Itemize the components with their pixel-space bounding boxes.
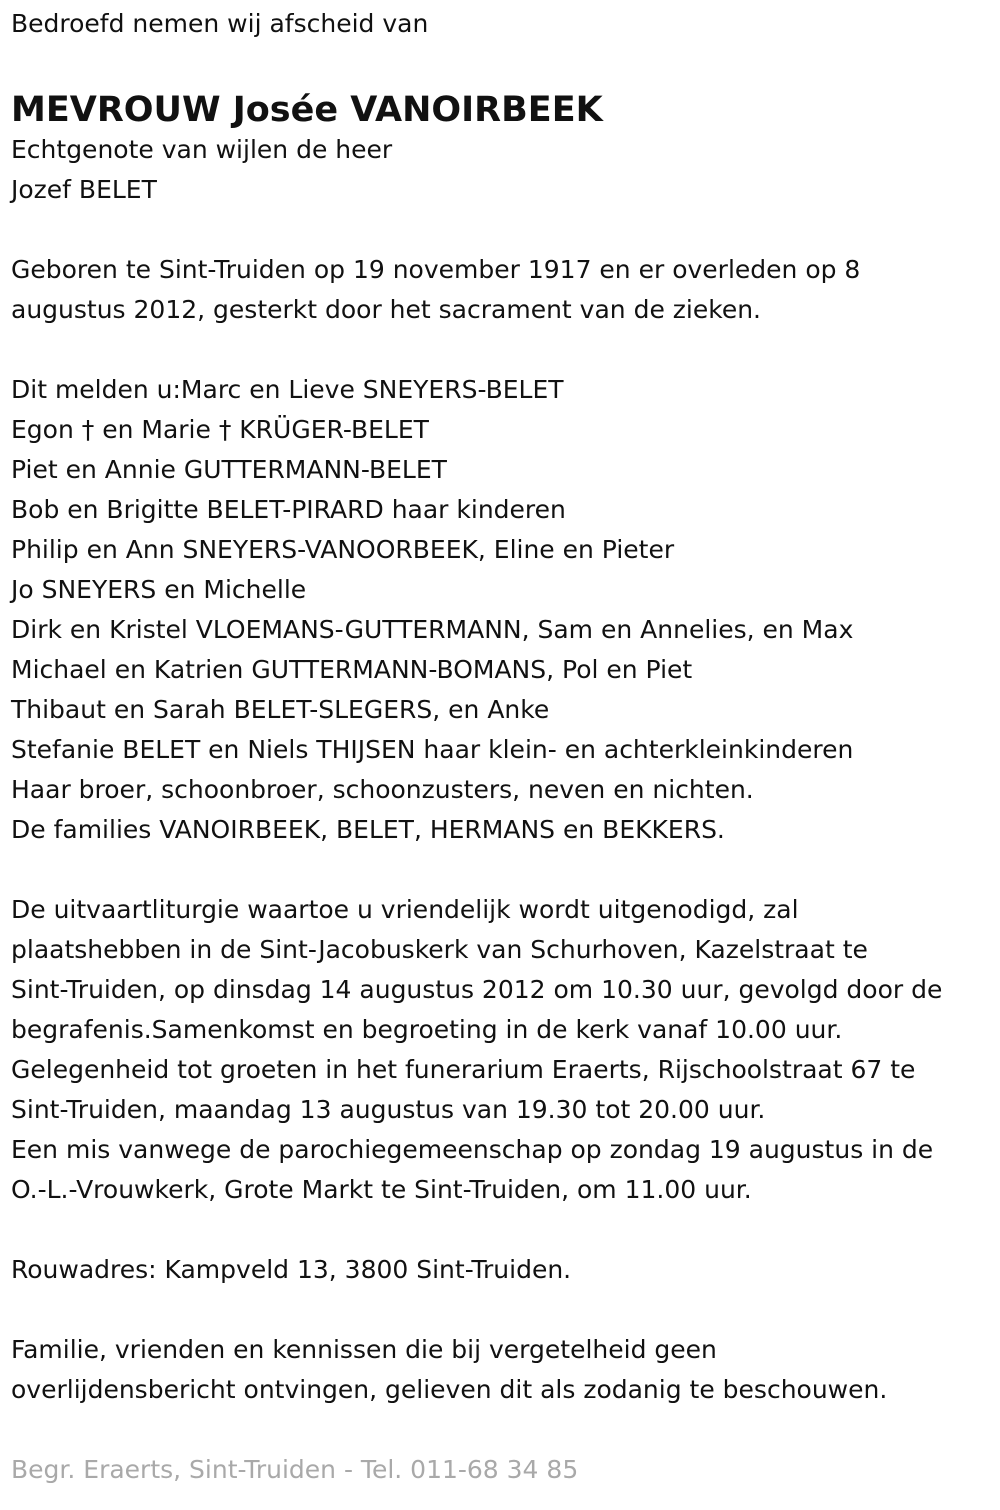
funeral-line: O.-L.-Vrouwkerk, Grote Markt te Sint-Truiden, om 11.00 uur. (11, 1175, 752, 1204)
spacer (11, 1210, 1000, 1250)
birth-death-line: augustus 2012, gesterkt door het sacrament van de zieken. (11, 295, 761, 324)
spouse-line: Echtgenote van wijlen de heer (11, 135, 393, 164)
spacer (11, 850, 1000, 890)
funeral-home-footer: Begr. Eraerts, Sint-Truiden - Tel. 011-68 34 85 (11, 1455, 579, 1484)
mourner-line: Philip en Ann SNEYERS-VANOORBEEK, Eline en Pieter (11, 535, 675, 564)
mourner-line: Thibaut en Sarah BELET-SLEGERS, en Anke (11, 695, 550, 724)
spacer (11, 1410, 1000, 1450)
funeral-line: Sint-Truiden, maandag 13 augustus van 19.30 tot 20.00 uur. (11, 1095, 766, 1124)
mourner-line: Stefanie BELET en Niels THIJSEN haar klein- en achterkleinkinderen (11, 735, 854, 764)
mourner-line: Haar broer, schoonbroer, schoonzusters, neven en nichten. (11, 775, 754, 804)
intro-text: Bedroefd nemen wij afscheid van (11, 9, 429, 38)
notice-line: Familie, vrienden en kennissen die bij vergetelheid geen (11, 1335, 717, 1364)
spouse-line: Jozef BELET (11, 175, 157, 204)
spacer (11, 1290, 1000, 1330)
spacer (11, 210, 1000, 250)
funeral-line: Een mis vanwege de parochiegemeenschap op zondag 19 augustus in de (11, 1135, 934, 1164)
deceased-name: MEVROUW Josée VANOIRBEEK (11, 90, 603, 130)
mourner-line: Jo SNEYERS en Michelle (11, 575, 307, 604)
funeral-line: plaatshebben in de Sint-Jacobuskerk van Schurhoven, Kazelstraat te (11, 935, 868, 964)
spacer (11, 330, 1000, 370)
mourner-line: De families VANOIRBEEK, BELET, HERMANS en BEKKERS. (11, 815, 725, 844)
mourner-line: Piet en Annie GUTTERMANN-BELET (11, 455, 447, 484)
funeral-line: begrafenis.Samenkomst en begroeting in de kerk vanaf 10.00 uur. (11, 1015, 843, 1044)
funeral-line: Gelegenheid tot groeten in het funerarium Eraerts, Rijschoolstraat 67 te (11, 1055, 916, 1084)
mourner-line: Michael en Katrien GUTTERMANN-BOMANS, Pol en Piet (11, 655, 693, 684)
notice-line: overlijdensbericht ontvingen, gelieven dit als zodanig te beschouwen. (11, 1375, 888, 1404)
mourner-line: Dirk en Kristel VLOEMANS-GUTTERMANN, Sam en Annelies, en Max (11, 615, 854, 644)
mourning-address: Rouwadres: Kampveld 13, 3800 Sint-Truiden. (11, 1255, 572, 1284)
mourner-line: Egon † en Marie † KRÜGER-BELET (11, 415, 429, 444)
mourner-line: Bob en Brigitte BELET-PIRARD haar kinderen (11, 495, 566, 524)
funeral-line: De uitvaartliturgie waartoe u vriendelijk wordt uitgenodigd, zal (11, 895, 799, 924)
birth-death-line: Geboren te Sint-Truiden op 19 november 1917 en er overleden op 8 (11, 255, 861, 284)
funeral-line: Sint-Truiden, op dinsdag 14 augustus 2012 om 10.30 uur, gevolgd door de (11, 975, 943, 1004)
mourner-line: Dit melden u:Marc en Lieve SNEYERS-BELET (11, 375, 564, 404)
